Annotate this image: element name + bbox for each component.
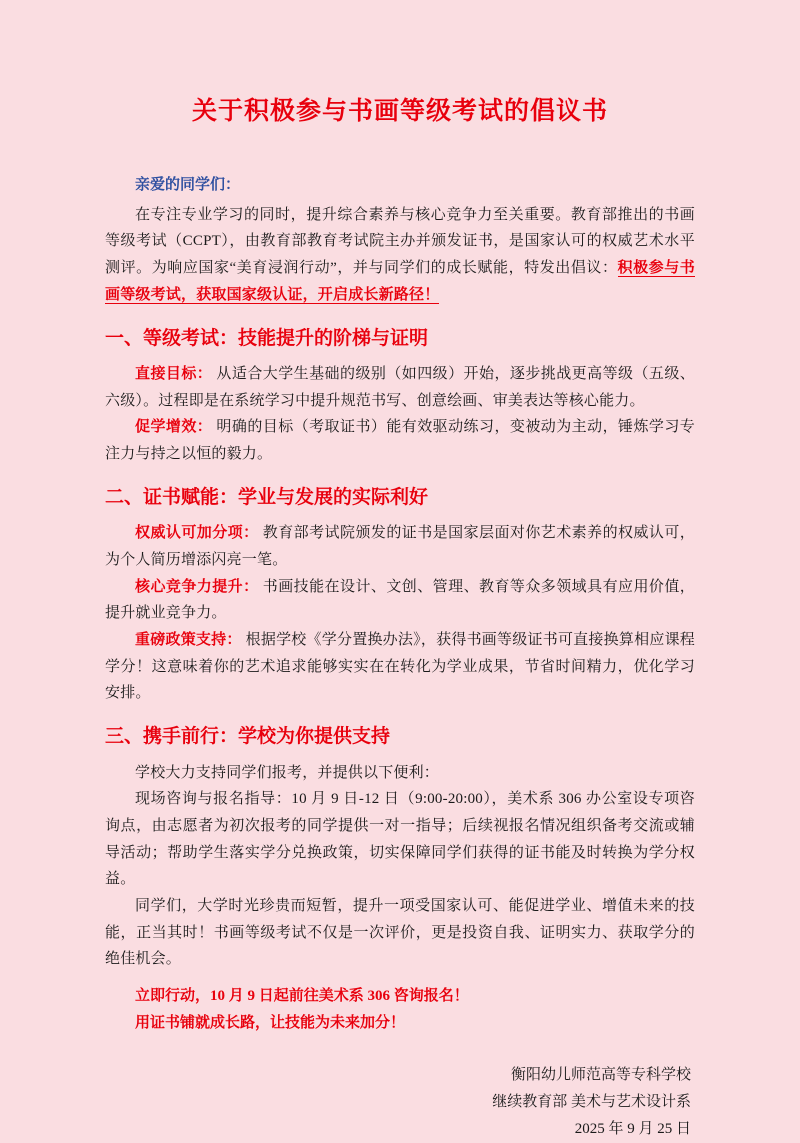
paragraph-text: 根据学校《学分置换办法》，获得书画等级证书可直接换算相应课程学分！这意味着你的艺术追求能够实实在在转化为学业成果，节省时间精力，优化学习安排。 [105,632,696,702]
signature-block [105,1062,695,1142]
signature-organization: 衡阳幼儿师范高等专科学校 [510,1067,691,1084]
paragraph-text: 从适合大学生基础的级别（如四级）开始，逐步挑战更高等级（五级、六级）。过程即是在系统学习中提升规范书写、创意绘画、审美表达等核心能力。 [105,366,695,409]
section-3-paragraph-1: 学校大力支持同学们报考，并提供以下便利： [135,764,440,781]
section-heading-2: 二、证书赋能：学业与发展的实际利好 [105,486,429,508]
paragraph-text: 明确的目标（考取证书）能有效驱动练习，变被动为主动，锤炼学习专注力与持之以恒的毅力。 [105,419,695,463]
salutation: 亲爱的同学们： [135,176,241,193]
call-to-action-line-2: 用证书铺就成长路，让技能为未来加分！ [135,1014,406,1031]
lead-in-label: 权威认可加分项： [135,525,259,542]
section-1-paragraph-1 [105,361,695,414]
section-1-paragraph-2 [105,414,695,467]
lead-in-label: 核心竞争力提升： [135,578,259,595]
section-2-paragraph-1 [105,520,695,573]
intro-paragraph [105,202,695,309]
section-3-paragraph-3: 同学们，大学时光珍贵而短暂，提升一项受国家认可、能促进学业、增值未来的技能，正当其时！书画等级考试不仅是一次评价，更是投资自我、证明实力、获取学分的绝佳机会。 [105,898,695,968]
signature-department: 继续教育部 美术与艺术设计系 [492,1094,691,1111]
paragraph-text: 教育部考试院颁发的证书是国家层面对你艺术素养的权威认可，为个人简历增添闪亮一笔。 [105,525,695,568]
page-title: 关于积极参与书画等级考试的倡议书 [191,97,608,125]
paragraph-text: 书画技能在设计、文创、管理、教育等众多领域具有应用价值，提升就业竞争力。 [105,578,695,622]
signature-date: 2025 年 9 月 25 日 [574,1120,691,1137]
intro-text: 在专注专业学习的同时，提升综合素养与核心竞争力至关重要。教育部推出的书画等级考试（CCPT），由教育部教育考试院主办并颁发证书，是国家认可的权威艺术水平测评。为响应国家“美育浸润行动”，并与同学们的成长赋能，特发出倡议： [105,206,695,277]
section-2-paragraph-2 [105,574,695,627]
intro-highlight: 积极参与书画等级考试，获取国家级认证，开启成长新路径！ [105,260,695,303]
section-heading-1: 一、等级考试：技能提升的阶梯与证明 [105,327,429,349]
section-heading-3: 三、携手前行：学校为你提供支持 [105,726,391,748]
section-3-paragraph-2: 现场咨询与报名指导：10 月 9 日-12 日（9:00-20:00），美术系 306 办公室设专项咨询点，由志愿者为初次报考的同学提供一对一指导；后续视报名情况组织备考交流或辅导活动；帮助学生落实学分兑换政策，切实保障同学们获得的证书能及时转换为学分权益。 [105,791,695,888]
lead-in-label: 促学增效： [135,419,213,436]
call-to-action-line-1: 立即行动，10 月 9 日起前往美术系 306 咨询报名！ [135,988,469,1005]
lead-in-label: 直接目标： [135,366,213,382]
section-2-paragraph-3 [105,627,695,707]
lead-in-label: 重磅政策支持： [135,632,242,648]
